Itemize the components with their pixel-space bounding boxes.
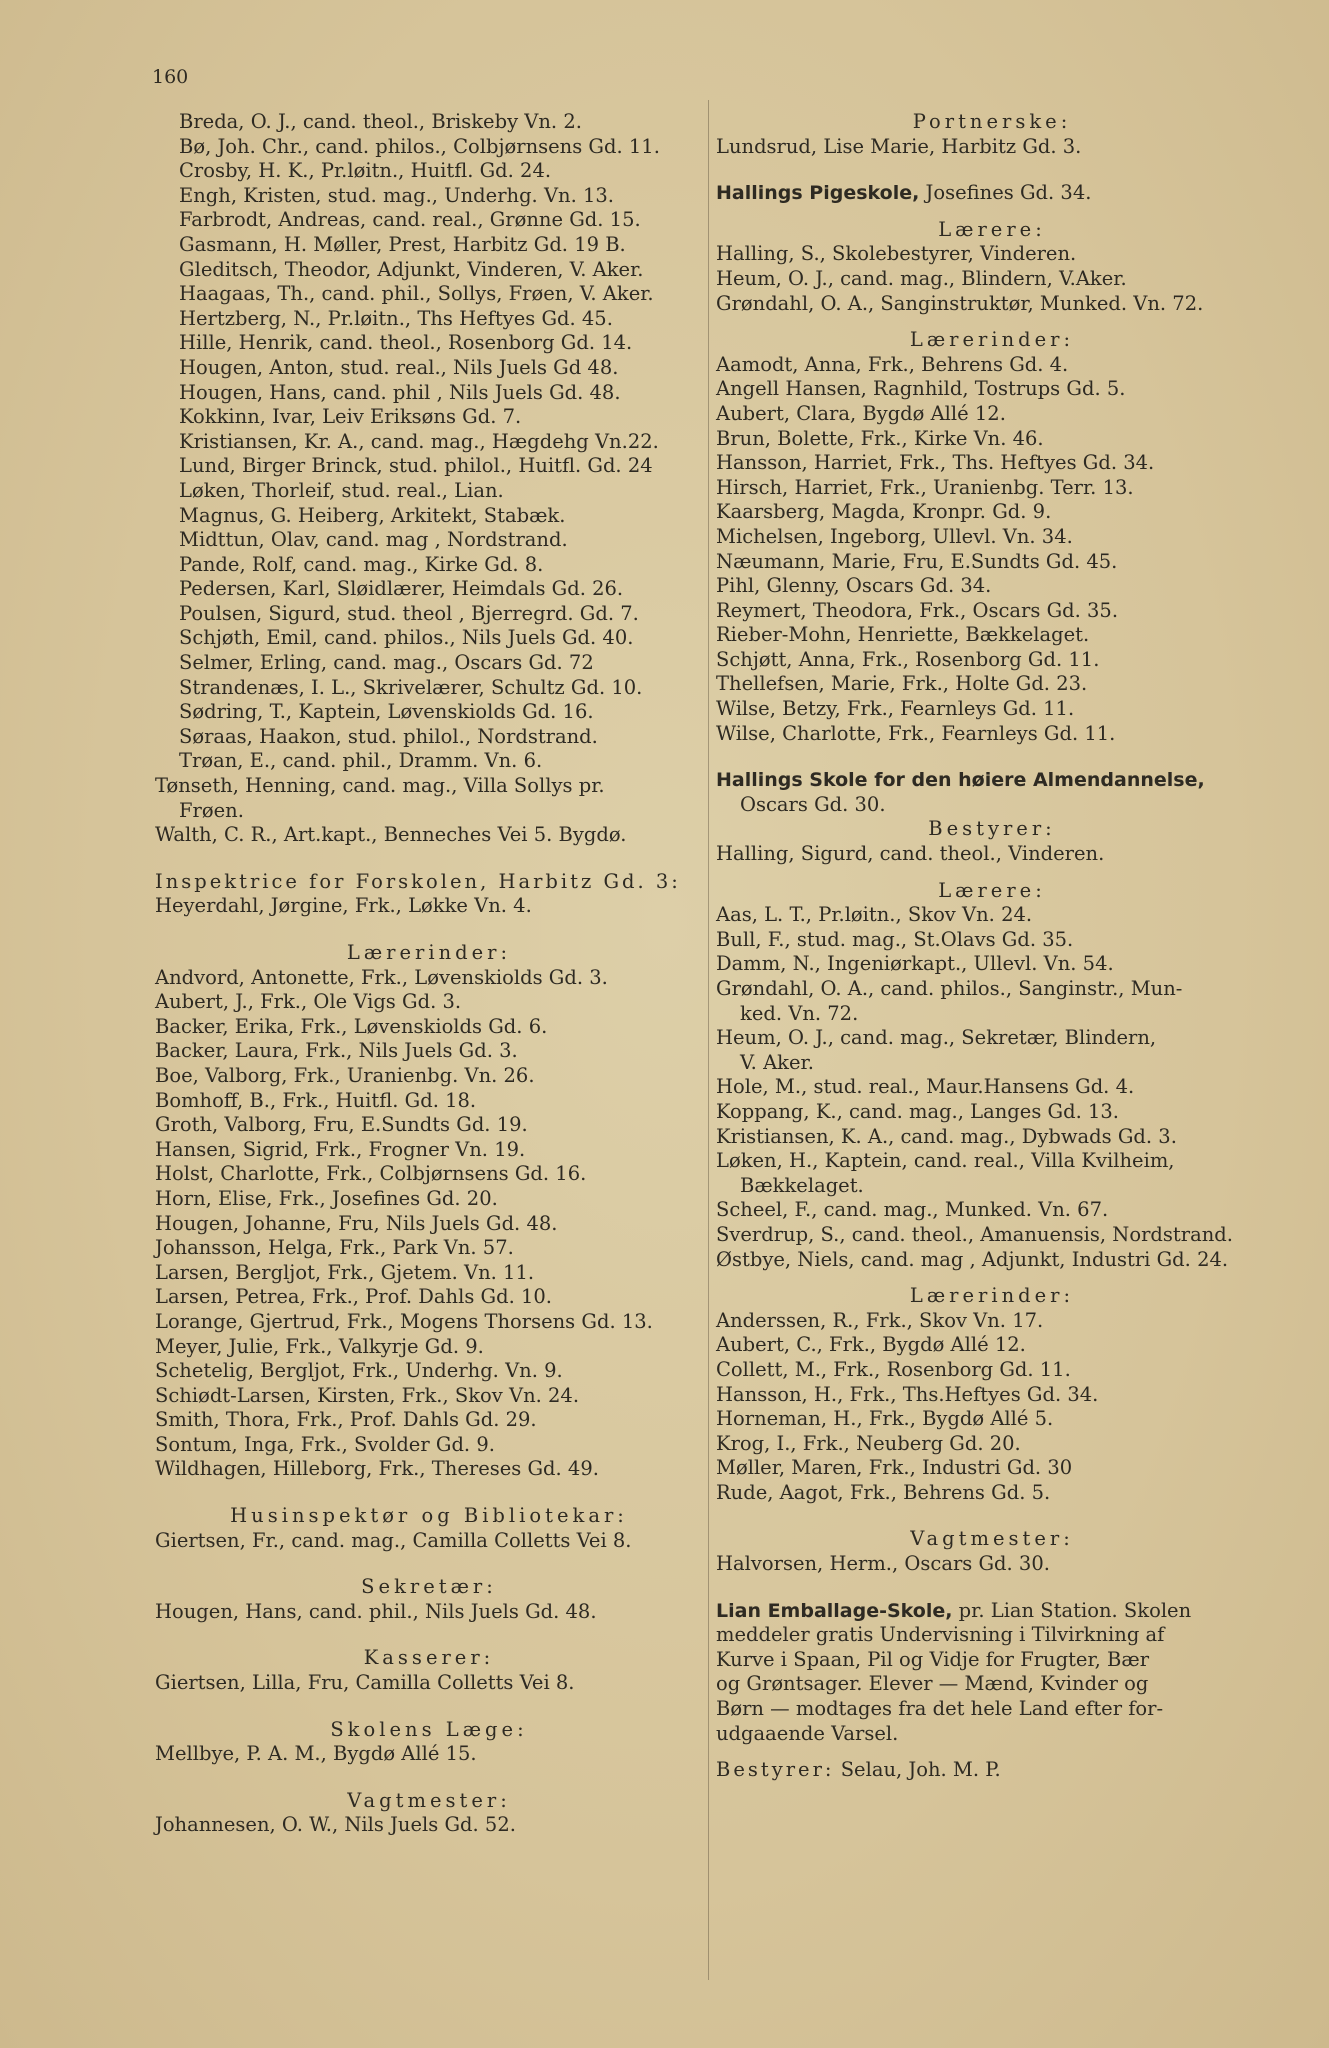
list-item: Larsen, Petrea, Frk., Prof. Dahls Gd. 10. [155, 1285, 552, 1309]
section-heading: Lærere: [938, 217, 1046, 241]
school-heading: Hallings Skole for den høiere Almendannelse, [716, 769, 1205, 792]
list-item: Rieber-Mohn, Henriette, Bækkelaget. [716, 623, 1090, 647]
list-item: Kaarsberg, Magda, Kronpr. Gd. 9. [716, 500, 1052, 524]
list-item: Mellbye, P. A. M., Bygdø Allé 15. [155, 1742, 477, 1766]
list-item: Strandenæs, I. L., Skrivelærer, Schultz Gd. 10. [179, 675, 643, 699]
list-item: Kristiansen, Kr. A., cand. mag., Hægdehg Vn.22. [179, 429, 659, 453]
section-heading: Lærerinder: [346, 941, 512, 964]
list-item: Magnus, G. Heiberg, Arkitekt, Stabæk. [179, 503, 566, 527]
list-item: Wilse, Betzy, Frk., Fearnleys Gd. 11. [716, 697, 1075, 721]
list-item: Reymert, Theodora, Frk., Oscars Gd. 35. [716, 598, 1119, 622]
list-item: Breda, O. J., cand. theol., Briskeby Vn. 2. [179, 110, 582, 133]
list-item: Johansson, Helga, Frk., Park Vn. 57. [155, 1236, 514, 1260]
list-item: Bull, F., stud. mag., St.Olavs Gd. 35. [716, 927, 1074, 951]
lian-bestyrer [716, 1758, 1268, 1783]
list-item: Aubert, C., Frk., Bygdø Allé 12. [716, 1333, 1026, 1357]
school-name: Hallings Pigeskole, [716, 182, 920, 205]
list-item: Halvorsen, Herm., Oscars Gd. 30. [716, 1552, 1050, 1576]
list-item: Tønseth, Henning, cand. mag., Villa Sollys pr. [155, 774, 605, 798]
list-item: Rude, Aagot, Frk., Behrens Gd. 5. [716, 1480, 1051, 1504]
list-item: Farbrodt, Andreas, cand. real., Grønne Gd. 15. [179, 208, 641, 232]
school-description: Børn — modtages fra det hele Land efter for- [716, 1697, 1164, 1721]
bestyrer-label: Bestyrer: [716, 1758, 835, 1782]
list-item: Møller, Maren, Frk., Industri Gd. 30 [716, 1456, 1073, 1480]
list-item: Sontum, Inga, Frk., Svolder Gd. 9. [155, 1432, 495, 1456]
list-item: Johannesen, O. W., Nils Juels Gd. 52. [155, 1813, 516, 1837]
laererinder-list [155, 966, 703, 1482]
list-item: Schjøtt, Anna, Frk., Rosenborg Gd. 11. [716, 647, 1100, 671]
list-item: Sverdrup, S., cand. theol., Amanuensis, Nordstrand. [716, 1222, 1233, 1246]
list-item: Groth, Valborg, Fru, E.Sundts Gd. 19. [155, 1113, 528, 1137]
list-item: Grøndahl, O. A., Sanginstruktør, Munked. Vn. 72. [716, 291, 1204, 315]
list-item: Horn, Elise, Frk., Josefines Gd. 20. [155, 1186, 498, 1210]
list-item: Kokkinn, Ivar, Leiv Eriksøns Gd. 7. [179, 405, 522, 429]
list-item: Hansson, Harriet, Frk., Ths. Heftyes Gd. 34. [716, 451, 1155, 475]
list-item: Hougen, Anton, stud. real., Nils Juels Gd 48. [179, 355, 619, 379]
lian-school-heading [716, 1599, 1268, 1624]
column-divider [708, 100, 709, 1980]
list-item: Aas, L. T., Pr.løitn., Skov Vn. 24. [716, 903, 1033, 927]
list-item: Trøan, E., cand. phil., Dramm. Vn. 6. [179, 749, 543, 773]
list-item: Hougen, Johanne, Fru, Nils Juels Gd. 48. [155, 1211, 558, 1235]
list-item: Hertzberg, N., Pr.løitn., Ths Heftyes Gd. 45. [179, 306, 613, 330]
school-description: og Grøntsager. Elever — Mænd, Kvinder og [716, 1672, 1149, 1696]
school-description: udgaaende Varsel. [716, 1721, 899, 1745]
list-item: Angell Hansen, Ragnhild, Tostrups Gd. 5. [716, 377, 1126, 401]
school-name: Lian Emballage-Skole, [716, 1599, 953, 1622]
list-item: Wildhagen, Hilleborg, Frk., Thereses Gd. 49. [155, 1457, 599, 1481]
list-item: Hougen, Hans, cand. phil., Nils Juels Gd. 48. [155, 1599, 597, 1623]
list-item: Walth, C. R., Art.kapt., Benneches Vei 5. Bygdø. [155, 823, 627, 847]
list-item: Wilse, Charlotte, Frk., Fearnleys Gd. 11. [716, 721, 1116, 745]
list-item: Aubert, J., Frk., Ole Vigs Gd. 3. [155, 990, 462, 1014]
list-item: Giertsen, Lilla, Fru, Camilla Colletts Vei 8. [155, 1671, 575, 1695]
school-address: Josefines Gd. 34. [919, 181, 1092, 205]
list-item-continuation: Bækkelaget. [740, 1173, 864, 1197]
list-item: Engh, Kristen, stud. mag., Underhg. Vn. 13. [179, 183, 614, 207]
list-item: Pedersen, Karl, Sløidlærer, Heimdals Gd. 26. [179, 577, 624, 601]
list-item: Midttun, Olav, cand. mag , Nordstrand. [179, 528, 568, 552]
list-item: Meyer, Julie, Frk., Valkyrje Gd. 9. [155, 1334, 484, 1358]
list-item: Larsen, Bergljot, Frk., Gjetem. Vn. 11. [155, 1260, 535, 1284]
left-column [155, 110, 703, 1838]
list-item: Lund, Birger Brinck, stud. philol., Huitfl. Gd. 24 [179, 454, 653, 478]
list-item: Gasmann, H. Møller, Prest, Harbitz Gd. 19 B. [179, 232, 626, 256]
section-heading: Husinspektør og Bibliotekar: [230, 1504, 628, 1528]
list-item: Halling, S., Skolebestyrer, Vinderen. [716, 242, 1077, 266]
list-item-continuation: ked. Vn. 72. [740, 1001, 859, 1025]
bestyrer-name: Selau, Joh. M. P. [840, 1758, 1001, 1782]
section-heading: Vagtmester: [347, 1788, 511, 1812]
list-item: Heum, O. J., cand. mag., Sekretær, Blindern, [716, 1026, 1157, 1050]
list-item: Boe, Valborg, Frk., Uranienbg. Vn. 26. [155, 1063, 535, 1087]
list-item: Holst, Charlotte, Frk., Colbjørnsens Gd. 16. [155, 1162, 587, 1186]
list-item: Thellefsen, Marie, Frk., Holte Gd. 23. [716, 672, 1088, 696]
list-item-continuation: Frøen. [179, 798, 244, 822]
list-item: Giertsen, Fr., cand. mag., Camilla Colletts Vei 8. [155, 1528, 632, 1552]
list-item: Krog, I., Frk., Neuberg Gd. 20. [716, 1431, 1021, 1455]
school-description: pr. Lian Station. Skolen [952, 1598, 1192, 1622]
list-item: Sødring, T., Kaptein, Løvenskiolds Gd. 16. [179, 700, 594, 724]
list-item: Koppang, K., cand. mag., Langes Gd. 13. [716, 1099, 1119, 1123]
section-heading: Vagtmester: [910, 1527, 1074, 1551]
list-item: Anderssen, R., Frk., Skov Vn. 17. [716, 1308, 1044, 1332]
school-heading [716, 181, 1268, 206]
list-item: Schiødt-Larsen, Kirsten, Frk., Skov Vn. 24. [155, 1383, 580, 1407]
list-item: Bø, Joh. Chr., cand. philos., Colbjørnsens Gd. 11. [179, 134, 660, 158]
list-item: Løken, H., Kaptein, cand. real., Villa Kvilheim, [716, 1149, 1175, 1173]
section-heading: Lærere: [938, 878, 1046, 902]
list-item: Søraas, Haakon, stud. philol., Nordstrand. [179, 724, 598, 748]
list-item: Andvord, Antonette, Frk., Løvenskiolds Gd. 3. [155, 965, 608, 989]
list-item: Pande, Rolf, cand. mag., Kirke Gd. 8. [179, 552, 544, 576]
list-item: Hougen, Hans, cand. phil , Nils Juels Gd. 48. [179, 380, 621, 404]
list-item: Kristiansen, K. A., cand. mag., Dybwads Gd. 3. [716, 1124, 1177, 1148]
school-description: Kurve i Spaan, Pil og Vidje for Frugter, Bær [716, 1647, 1150, 1671]
list-item: Crosby, H. K., Pr.løitn., Huitfl. Gd. 24. [179, 159, 552, 183]
list-item: Selmer, Erling, cand. mag., Oscars Gd. 72 [179, 651, 594, 675]
list-item: Aamodt, Anna, Frk., Behrens Gd. 4. [716, 352, 1069, 376]
list-item: Backer, Laura, Frk., Nils Juels Gd. 3. [155, 1039, 518, 1063]
list-item: Brun, Bolette, Frk., Kirke Vn. 46. [716, 426, 1044, 450]
section-heading: Sekretær: [361, 1575, 497, 1599]
section-heading: Lærerinder: [909, 328, 1075, 352]
list-item: Hole, M., stud. real., Maur.Hansens Gd. 4. [716, 1075, 1135, 1099]
list-item: Schetelig, Bergljot, Frk., Underhg. Vn. 9. [155, 1359, 563, 1383]
list-item: Heyerdahl, Jørgine, Frk., Løkke Vn. 4. [155, 894, 532, 918]
section-heading: Portnerske: [912, 110, 1072, 133]
list-item: Grøndahl, O. A., cand. philos., Sanginstr., Mun- [716, 977, 1183, 1000]
list-item: Schjøth, Emil, cand. philos., Nils Juels Gd. 40. [179, 626, 634, 650]
list-item: Næumann, Marie, Fru, E.Sundts Gd. 45. [716, 549, 1118, 573]
list-item: Haagaas, Th., cand. phil., Sollys, Frøen, V. Aker. [179, 282, 654, 306]
list-item: Michelsen, Ingeborg, Ullevl. Vn. 34. [716, 524, 1073, 548]
list-item: Løken, Thorleif, stud. real., Lian. [179, 478, 504, 502]
section-heading: Lærerinder: [909, 1284, 1075, 1308]
list-item: Lorange, Gjertrud, Frk., Mogens Thorsens Gd. 13. [155, 1309, 653, 1333]
teacher-list [155, 110, 703, 848]
inspektrice-heading: Inspektrice for Forskolen, Harbitz Gd. 3: [155, 869, 681, 893]
list-item: Hansen, Sigrid, Frk., Frogner Vn. 19. [155, 1137, 526, 1161]
list-item: Lundsrud, Lise Marie, Harbitz Gd. 3. [716, 134, 1082, 158]
list-item: Gleditsch, Theodor, Adjunkt, Vinderen, V. Aker. [179, 257, 644, 281]
list-item: Collett, M., Frk., Rosenborg Gd. 11. [716, 1357, 1071, 1381]
list-item: Hille, Henrik, cand. theol., Rosenborg Gd. 14. [179, 331, 633, 355]
page-number: 160 [152, 66, 189, 88]
list-item: Pihl, Glenny, Oscars Gd. 34. [716, 574, 992, 598]
list-item: Hansson, H., Frk., Ths.Heftyes Gd. 34. [716, 1382, 1099, 1406]
list-item: Halling, Sigurd, cand. theol., Vinderen. [716, 842, 1105, 866]
list-item: Hirsch, Harriet, Frk., Uranienbg. Terr. 13. [716, 475, 1134, 499]
list-item: Poulsen, Sigurd, stud. theol , Bjerregrd. Gd. 7. [179, 601, 639, 625]
school-address: Oscars Gd. 30. [740, 792, 886, 816]
list-item-continuation: V. Aker. [740, 1050, 814, 1074]
list-item: Horneman, H., Frk., Bygdø Allé 5. [716, 1407, 1054, 1431]
list-item: Smith, Thora, Frk., Prof. Dahls Gd. 29. [155, 1408, 537, 1432]
list-item: Scheel, F., cand. mag., Munked. Vn. 67. [716, 1198, 1109, 1222]
section-heading: Kasserer: [363, 1646, 495, 1670]
list-item: Backer, Erika, Frk., Løvenskiolds Gd. 6. [155, 1014, 548, 1038]
section-heading: Skolens Læge: [330, 1717, 528, 1741]
list-item: Aubert, Clara, Bygdø Allé 12. [716, 401, 1006, 425]
right-column [716, 110, 1268, 1783]
list-item: Østbye, Niels, cand. mag , Adjunkt, Industri Gd. 24. [716, 1247, 1229, 1271]
section-heading: Bestyrer: [928, 817, 1056, 841]
school-description: meddeler gratis Undervisning i Tilvirkning af [716, 1623, 1165, 1647]
list-item: Heum, O. J., cand. mag., Blindern, V.Aker. [716, 266, 1127, 290]
list-item: Bomhoff, B., Frk., Huitfl. Gd. 18. [155, 1088, 477, 1112]
list-item: Damm, N., Ingeniørkapt., Ullevl. Vn. 54. [716, 952, 1114, 976]
